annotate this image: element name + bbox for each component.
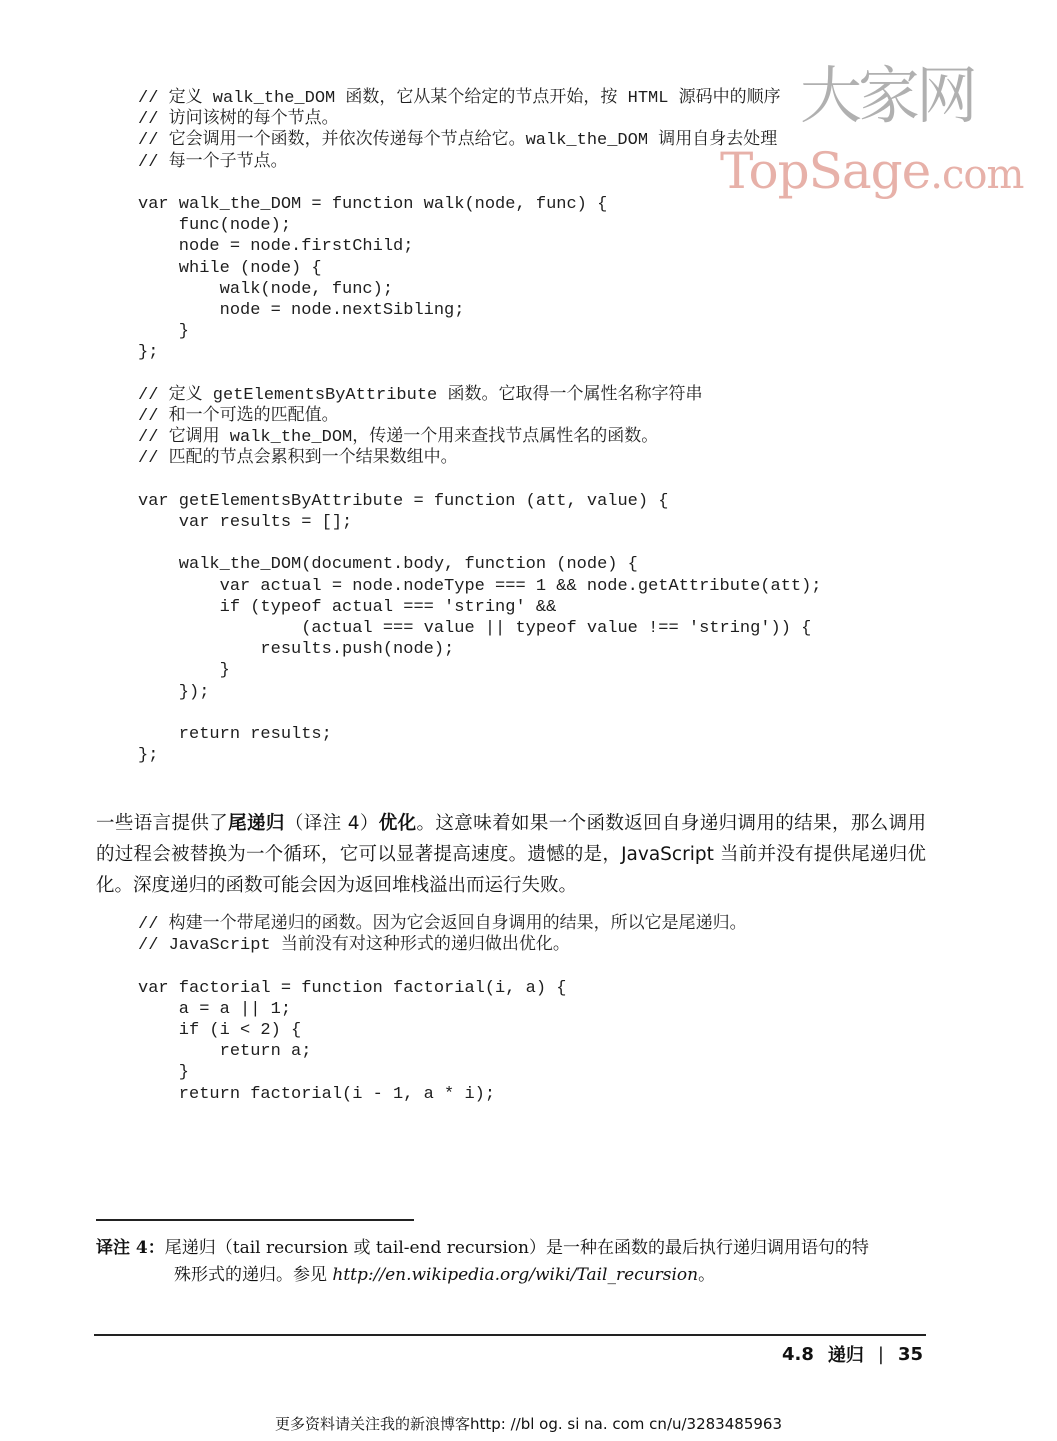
footer-divider [94, 1334, 926, 1336]
footnote: 译注 4：尾递归（tail recursion 或 tail-end recursion）是一种在函数的最后执行递归调用语句的特 殊形式的递归。参见 http://en.wikipedia.org/wiki/Tail_recursion。 [96, 1238, 869, 1285]
page-number: 35 [897, 1343, 923, 1365]
footer-section-title: 递归 [827, 1345, 864, 1366]
footnote-tag: 译注 4： [96, 1238, 165, 1258]
watermark-logo-en: TopSage.com [720, 142, 1024, 200]
code-block-walk-dom: // 定义 walk_the_DOM 函数，它从某个给定的节点开始，按 HTML 源码中的顺序 // 访问该树的每个节点。 // 它会调用一个函数，并依次传递每个节点给它。walk_the_DOM 调用自身去处理 // 每一个子节点。 var walk_the_DOM = function walk(node, func) { func(node); node = node.firstChild; while (node) { walk(node, func); node = node.nextSibling; } }; // 定义 getElementsByAttribute 函数。它取得一个属性名称字符串 // 和一个可选的匹配值。 // 它调用 walk_the_DOM，传递一个用来查找节点属性名的函数。 // 匹配的节点会累积到一个结果数组中。 var getElementsByAttribute = function (att, value) { var results = []; walk_the_DOM(document.body, function (node) { var actual = node.nodeType === 1 && node.getAttribute(att); if (typeof actual === 'string' && (actual === value || typeof value !== 'string')) { results.push(node); } }); return results; }; [138, 89, 822, 766]
footnote-divider [96, 1219, 414, 1221]
blog-note: 更多资料请关注我的新浪博客http: //bl og. si na. com cn/u/3283485963 [274, 1415, 782, 1433]
footer-section-number: 4.8 [781, 1343, 814, 1365]
body-paragraph-tail-recursion: 一些语言提供了尾递归（译注 4）优化。这意味着如果一个函数返回自身递归调用的结果，那么调用的过程会被替换为一个循环，它可以显著提高速度。遗憾的是，JavaScript 当前并没有提供尾递归优化。深度递归的函数可能会因为返回堆栈溢出而运行失败。 [96, 813, 926, 896]
watermark-logo-cn: 大家网 [800, 59, 975, 132]
code-block-factorial: // 构建一个带尾递归的函数。因为它会返回自身调用的结果，所以它是尾递归。 // JavaScript 当前没有对这种形式的递归做出优化。 var factorial = function factorial(i, a) { a = a || 1; if (i < 2) { return a; } return factorial(i - 1, a * i); [138, 915, 747, 1104]
page-footer [782, 1341, 923, 1367]
footer-separator: | [877, 1343, 884, 1365]
footnote-url: http://en.wikipedia.org/wiki/Tail_recursion [332, 1265, 699, 1285]
footnote-text: 尾递归（tail recursion 或 tail-end recursion）是一种在函数的最后执行递归调用语句的特 [164, 1238, 869, 1258]
